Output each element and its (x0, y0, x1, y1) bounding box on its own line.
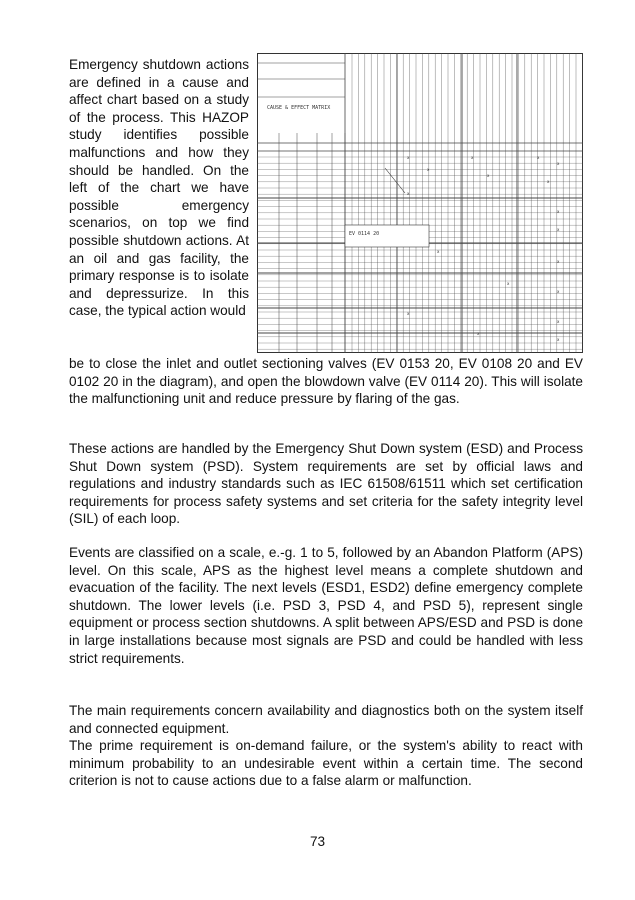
svg-text:x: x (547, 179, 550, 184)
svg-text:x: x (427, 167, 430, 172)
svg-text:x: x (557, 319, 560, 324)
esd-psd-paragraph: These actions are handled by the Emergency Shut Down system (ESD) and Process Shut Down system (PSD). System requirements are set by official laws and regulations and industry standards such as IEC 61508/61511 which set certification requirements for process safety systems and set criteria for the safety integrity level (SIL) of each loop. (69, 441, 583, 527)
event-classification-paragraph: Events are classified on a scale, e.-g. 1 to 5, followed by an Abandon Platform (APS) level. On this scale, APS as the highest level means a complete shutdown and evacuation of the facility. The next levels (ESD1, ESD2) define emergency complete shutdown. The lower levels (i.e. PSD 3, PSD 4, and PSD 5), represent single equipment or process section shutdowns. A split between APS/ESD and PSD is done in large installations because most signals are PSD and could be handled with less strict requirements. (69, 545, 583, 666)
callout-label: EV 0114 20 (349, 231, 380, 237)
svg-text:x: x (471, 155, 474, 160)
intro-paragraph: Emergency shutdown actions are defined in a cause and affect chart based on a study of the process. This HAZOP study identifies possible malfunctions and how they should be handled. On the left of the chart we have possible emergency scenarios, on top we find possible shutdown actions. At an oil and gas facility, the primary response is to isolate and depressurize. In this case, the typical action would (69, 57, 249, 319)
requirements-paragraph: The main requirements concern availability and diagnostics both on the system itself and connected equipment. (69, 703, 583, 736)
svg-text:x: x (477, 331, 480, 336)
svg-text:x: x (437, 249, 440, 254)
svg-text:x: x (487, 173, 490, 178)
svg-text:x: x (557, 227, 560, 232)
svg-text:x: x (407, 311, 410, 316)
svg-text:x: x (407, 191, 410, 196)
svg-text:x: x (507, 281, 510, 286)
svg-text:x: x (557, 259, 560, 264)
svg-text:x: x (557, 337, 560, 342)
prime-requirement-paragraph: The prime requirement is on-demand failure, or the system's ability to react with minimum probability to an undesirable event within a certain time. The second criterion is not to cause actions due to a false alarm or malfunction. (69, 738, 583, 789)
svg-text:x: x (557, 289, 560, 294)
cause-effect-chart-figure (257, 53, 583, 353)
intro-continuation: be to close the inlet and outlet sectioning valves (EV 0153 20, EV 0108 20 and EV 0102 20 in the diagram), and open the blowdown valve (EV 0114 20). This will isolate the malfunctioning unit and reduce pressure by flaring of the gas. (69, 356, 583, 407)
chart-title: CAUSE & EFFECT MATRIX (267, 105, 331, 111)
svg-text:x: x (407, 155, 410, 160)
page-number: 73 (309, 834, 326, 849)
svg-text:x: x (557, 209, 560, 214)
svg-text:x: x (557, 161, 560, 166)
svg-text:x: x (537, 155, 540, 160)
